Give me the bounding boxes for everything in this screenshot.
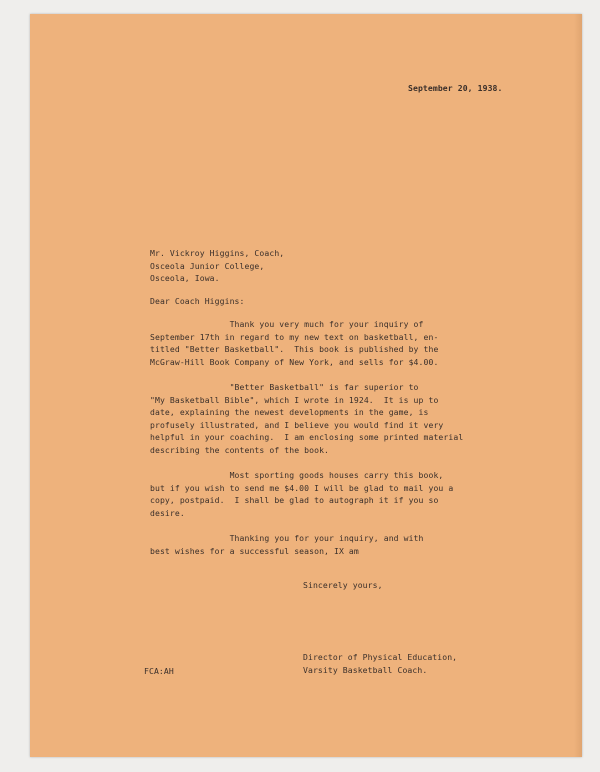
address-line-city: Osceola, Iowa. — [150, 273, 220, 284]
paragraph-purchase-offer: Most sporting goods houses carry this book, but if you wish to send me $4.00 I will be glad to mail you a copy, postpaid. I shall be glad to autograph it if you so desire. — [150, 470, 454, 518]
recipient-address — [150, 247, 284, 285]
address-line-name: Mr. Vickroy Higgins, Coach, — [150, 248, 285, 258]
paragraph-thanks: Thanking you for your inquiry, and with best wishes for a successful season, IX am — [150, 533, 424, 556]
letter-page — [30, 14, 582, 757]
letter-body — [150, 318, 463, 557]
signature-title-coach: Varsity Basketball Coach. — [303, 664, 428, 675]
paragraph-book-description: "Better Basketball" is far superior to "My Basketball Bible", which I wrote in 1924. It is up to date, explaining the newest developments in the game, is profusely illustrated, and I believe you would find it very helpful in your coaching. I am enclosing some printed material describing the contents of the book. — [150, 381, 464, 455]
salutation: Dear Coach Higgins: — [150, 296, 245, 306]
signature-block — [303, 651, 457, 676]
address-line-institution: Osceola Junior College, — [150, 260, 265, 271]
paragraph-inquiry: Thank you very much for your inquiry of September 17th in regard to my new text on basketball, en- titled "Better Basketball". This book is published by the McGraw-Hill Book Company of New York, and sells for $4.00. — [150, 319, 439, 367]
signature-title-director: Director of Physical Education, — [303, 652, 458, 662]
closing: Sincerely yours, — [303, 580, 383, 590]
reference-initials: FCA:AH — [144, 666, 174, 676]
letter-date: September 20, 1938. — [408, 83, 503, 93]
